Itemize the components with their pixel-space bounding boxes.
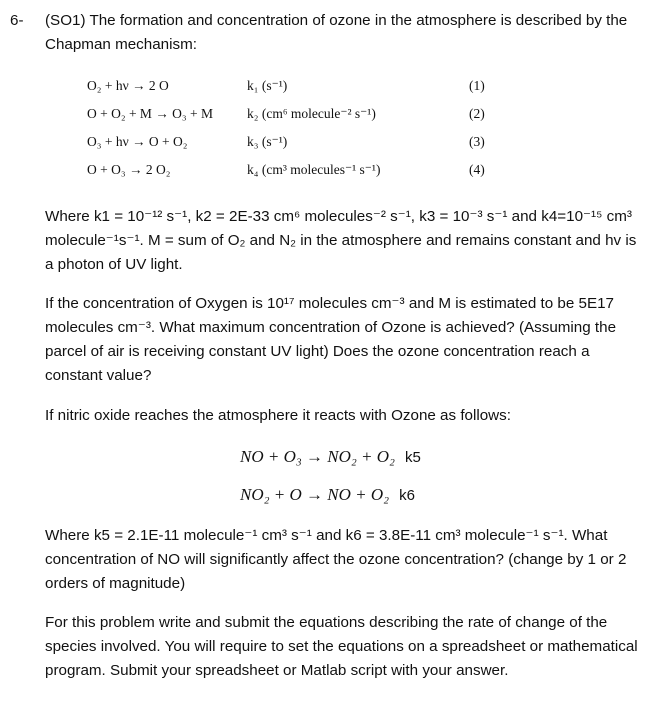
nox-rate-label: k6 bbox=[399, 487, 415, 504]
reaction-number: (4) bbox=[469, 162, 485, 177]
rate-constants-text: Where k1 = 10⁻¹² s⁻¹, k2 = 2E-33 cm⁶ molecules⁻² s⁻¹, k3 = 10⁻³ s⁻¹ and k4=10⁻¹⁵ cm³ molecule⁻¹s⁻¹. M = sum of O₂ and N₂ in the atmosphere and remains constant and hv is a photon of UV light. bbox=[45, 208, 637, 273]
nox-reaction-2 bbox=[240, 485, 415, 505]
nitric-oxide-intro: If nitric oxide reaches the atmosphere it reacts with Ozone as follows: bbox=[45, 407, 511, 424]
reaction-equation: O₃ + hν → O + O₂ bbox=[87, 134, 188, 149]
reaction-number: (3) bbox=[469, 134, 485, 149]
reaction-rate-constant: k₄ (cm³ molecules⁻¹ s⁻¹) bbox=[247, 162, 381, 177]
reaction-rate-constant: k₃ (s⁻¹) bbox=[247, 134, 288, 149]
reaction-equation: O₂ + hν → 2 O bbox=[87, 78, 169, 93]
oxygen-question-text: If the concentration of Oxygen is 10¹⁷ molecules cm⁻³ and M is estimated to be 5E17 molecules cm⁻³. What maximum concentration of Ozone is achieved? (Assuming the parcel of air is receiving constant UV light) Does the ozone concentration reach a constant value? bbox=[45, 295, 617, 384]
reaction-row-1 bbox=[87, 78, 507, 98]
question-number: 6- bbox=[10, 12, 24, 29]
nox-equation: NO₂ + O → NO + O₂ bbox=[240, 485, 390, 504]
reaction-equation: O + O₂ + M → O₃ + M bbox=[87, 106, 214, 121]
reaction-number: (1) bbox=[469, 78, 485, 93]
reaction-number: (2) bbox=[469, 106, 485, 121]
reaction-equation: O + O₃ → 2 O₂ bbox=[87, 162, 171, 177]
reaction-row-2 bbox=[87, 106, 507, 126]
nox-reaction-1 bbox=[240, 447, 421, 467]
nox-rate-label: k5 bbox=[404, 449, 421, 466]
nox-equation: NO + O₃ → NO₂ + O₂ bbox=[240, 447, 395, 466]
reaction-rate-constant: k₁ (s⁻¹) bbox=[247, 78, 288, 93]
reaction-row-3 bbox=[87, 134, 507, 154]
nox-rates-question-text: Where k5 = 2.1E-11 molecule⁻¹ cm³ s⁻¹ and k6 = 3.8E-11 cm³ molecule⁻¹ s⁻¹. What concentration of NO will significantly affect the ozone concentration? (change by 1 or 2 orders of magnitude) bbox=[45, 527, 627, 592]
reaction-rate-constant: k₂ (cm⁶ molecule⁻² s⁻¹) bbox=[247, 106, 376, 121]
submission-instructions: For this problem write and submit the equations describing the rate of change of the species involved. You will require to set the equations on a spreadsheet or mathematical program. Submit your spreadsheet or Matlab script with your answer. bbox=[45, 614, 638, 679]
question-intro: (SO1) The formation and concentration of ozone in the atmosphere is described by the Chapman mechanism: bbox=[45, 12, 628, 53]
reaction-row-4 bbox=[87, 162, 507, 182]
